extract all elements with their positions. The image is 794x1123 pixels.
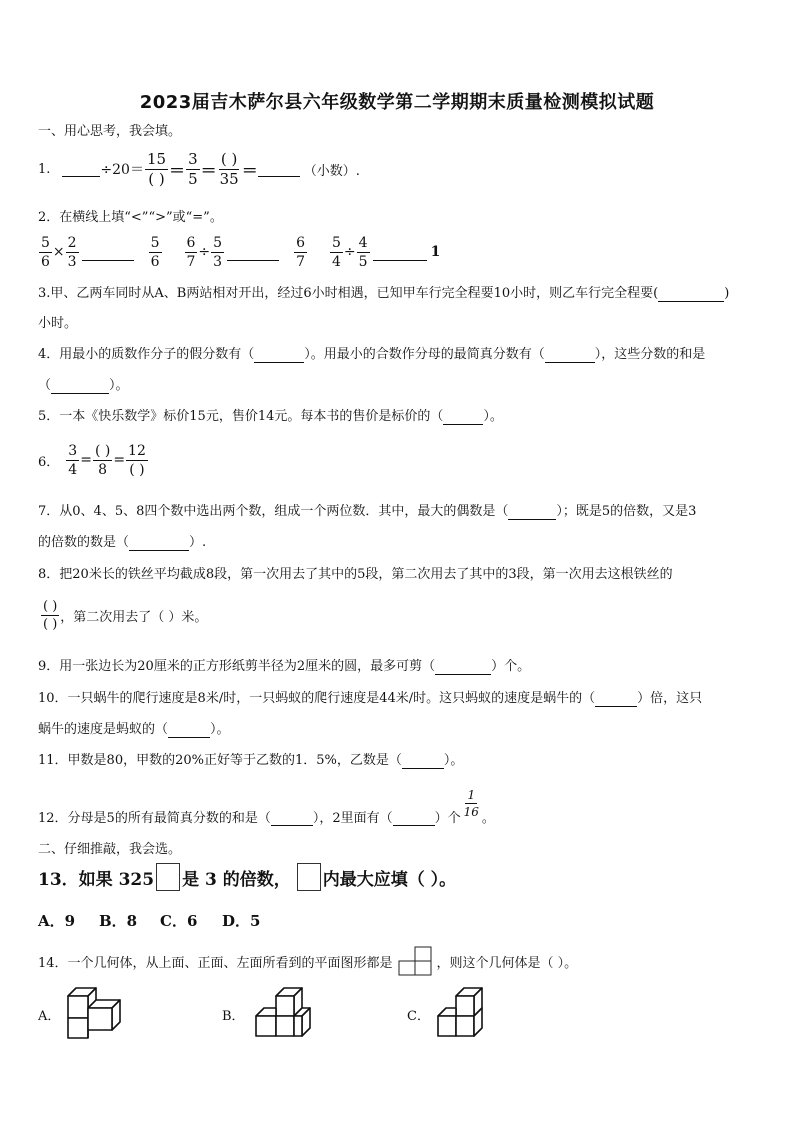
question-3-line2: 小时。	[38, 316, 78, 331]
q2-blank-1[interactable]	[82, 244, 134, 261]
section-heading-2: 二、仔细推敲，我会选。	[38, 842, 182, 857]
question-10-line2: 蜗牛的速度是蚂蚁的（ ）。	[38, 722, 230, 737]
question-3: 3.甲、乙两车同时从A、B两站相对开出，经过6小时相遇，已知甲车行完全程要10小时，则乙车行完全程要( )	[38, 286, 730, 301]
q4-blank-1[interactable]	[254, 347, 304, 363]
q13-option-b[interactable]: B．8	[99, 912, 138, 930]
q13-option-a[interactable]: A．9	[38, 912, 76, 930]
question-7: 7．从0、4、5、8四个数中选出两个数，组成一个两位数．其中，最大的偶数是（ ）；既是5的倍数，又是3	[38, 504, 697, 519]
q1-fraction-3: $\frac{( )}{35}$	[219, 149, 239, 188]
q9-blank[interactable]	[435, 659, 491, 675]
q7-blank-2[interactable]	[129, 535, 189, 551]
question-5: 5．一本《快乐数学》标价15元，售价14元。每本书的售价是标价的（ ）。	[38, 409, 503, 424]
question-1: 1. ÷20＝ $\frac{15}{( )}$ ＝ $\frac{3}{5}$ ＝ $\frac{( )}{35}$ ＝ （小数）.	[38, 149, 360, 188]
q5-blank[interactable]	[443, 409, 483, 425]
view-shape-icon	[397, 946, 433, 976]
q13-digit-box-2[interactable]	[297, 863, 321, 891]
section-heading-1: 一、用心思考，我会填。	[38, 124, 182, 139]
q1-divide: ÷20＝	[100, 162, 144, 178]
cube-stack-c-icon	[436, 984, 488, 1040]
q12-blank-1[interactable]	[271, 810, 313, 826]
q13-option-d[interactable]: D．5	[222, 912, 261, 930]
q13-digit-box[interactable]	[156, 863, 180, 891]
question-12: 12．分母是5的所有最简真分数的和是（ ），2里面有（ ）个 $\frac{1}{16}$ 。	[38, 788, 495, 826]
question-11: 11．甲数是80，甲数的20%正好等于乙数的1．5%，乙数是（ ）。	[38, 753, 464, 768]
cube-stack-a-icon	[62, 984, 132, 1040]
q10-blank-2[interactable]	[168, 722, 210, 738]
question-10: 10．一只蜗牛的爬行速度是8米/时，一只蚂蚁的爬行速度是44米/时。这只蚂蚁的速度是蜗牛的（ ）倍，这只	[38, 691, 703, 706]
q11-blank[interactable]	[402, 753, 444, 769]
q2-blank-2[interactable]	[227, 244, 279, 261]
question-8: 8．把20米长的铁丝平均截成8段，第一次用去了其中的5段，第二次用去了其中的3段，第一次用去这根铁丝的	[38, 567, 673, 582]
q7-blank-1[interactable]	[508, 504, 556, 520]
q4-blank-2[interactable]	[545, 347, 595, 363]
q13-option-c[interactable]: C．6	[160, 912, 198, 930]
q8-fraction-blank[interactable]: $\frac{( )}{( )}$	[43, 598, 58, 632]
question-4-line2: （ ）。	[38, 378, 129, 393]
question-7-line2: 的倍数的数是（ ）.	[38, 535, 207, 550]
q2-blank-3[interactable]	[373, 244, 427, 261]
q12-fraction: $\frac{1}{16}$	[463, 788, 479, 819]
q1-blank-2[interactable]	[258, 161, 300, 177]
q10-blank-1[interactable]	[595, 691, 637, 707]
question-8-line2: $\frac{( )}{( )}$ ，第二次用去了（ ）米。	[43, 598, 208, 632]
q1-fraction-1: $\frac{15}{( )}$	[146, 149, 167, 188]
q1-blank-1[interactable]	[62, 161, 100, 177]
question-2-items: $\frac{5}{6}$ × $\frac{2}{3}$ $\frac{5}{6}$ $\frac{6}{7}$ ÷ $\frac{5}{3}$ $\frac{6}{7}$ $\frac{5}{4}$ ÷ $\frac{4}{5}$ 1	[41, 234, 441, 270]
q1-fraction-2: $\frac{3}{5}$	[188, 149, 198, 188]
q14-option-c[interactable]: C．	[407, 1009, 430, 1024]
q1-number: 1.	[38, 161, 51, 177]
q12-blank-2[interactable]	[393, 810, 435, 826]
q14-option-b[interactable]: B．	[222, 1009, 245, 1024]
q4-blank-3[interactable]	[51, 378, 109, 394]
q14-option-a[interactable]: A．	[38, 1009, 61, 1024]
q3-blank[interactable]	[658, 286, 724, 302]
question-6: 6． $\frac{3}{4}$ = $\frac{( )}{8}$ = $\frac{12}{( )}$	[38, 442, 146, 478]
question-9: 9．用一张边长为20厘米的正方形纸剪半径为2厘米的圆，最多可剪（ ）个。	[38, 659, 531, 674]
question-14: 14．一个几何体，从上面、正面、左面所看到的平面图形都是 ，则这个几何体是（ ）。	[38, 946, 577, 976]
cube-stack-b-icon	[252, 986, 318, 1040]
page-title: 2023届吉木萨尔县六年级数学第二学期期末质量检测模拟试题	[139, 92, 655, 113]
question-13: 13．如果 325 是 3 的倍数， 内最大应填（ ）。	[38, 862, 456, 892]
question-4: 4．用最小的质数作分子的假分数有（ ）。用最小的合数作分母的最简真分数有（ ），这些分数的和是	[38, 347, 706, 362]
question-2: 2．在横线上填“<”“>”或“=”。	[38, 210, 223, 225]
